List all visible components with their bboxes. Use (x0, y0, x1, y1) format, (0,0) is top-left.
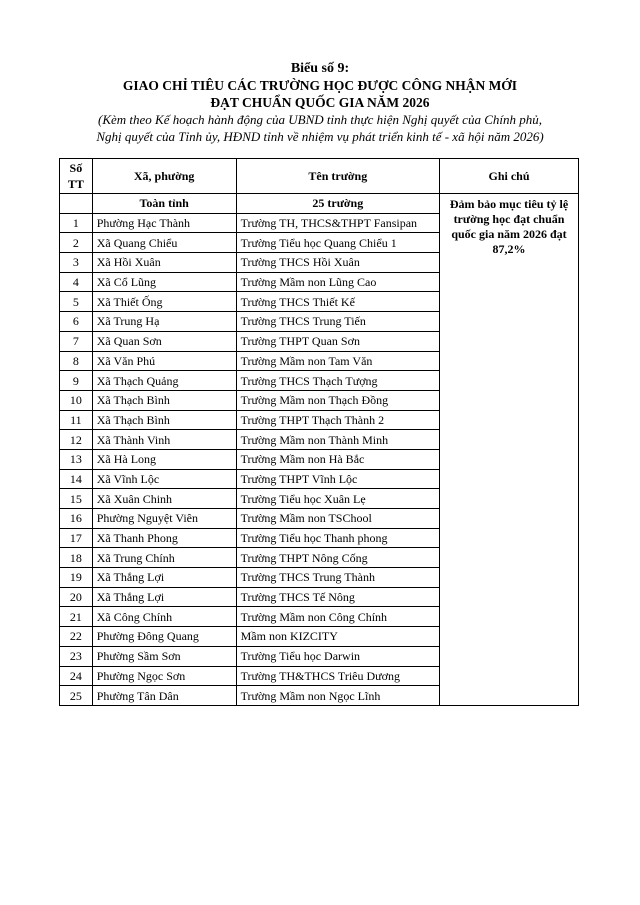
row-school: Trường THPT Nông Cống (236, 548, 439, 568)
row-school: Trường TH, THCS&THPT Fansipan (236, 213, 439, 233)
row-school: Trường Mầm non Thạch Đồng (236, 390, 439, 410)
row-school: Mầm non KIZCITY (236, 627, 439, 647)
col-header-stt: Số TT (60, 159, 93, 194)
row-commune: Xã Văn Phú (92, 351, 236, 371)
table-header-row (60, 159, 579, 194)
row-stt: 23 (60, 646, 93, 666)
row-commune: Phường Ngọc Sơn (92, 666, 236, 686)
document-subtitle-line2: Nghị quyết của Tỉnh ủy, HĐND tỉnh về nhiệm vụ phát triển kinh tế - xã hội năm 2026) (96, 129, 544, 144)
row-commune: Phường Nguyệt Viên (92, 509, 236, 529)
row-school: Trường Tiểu học Darwin (236, 646, 439, 666)
row-school: Trường Mầm non Lũng Cao (236, 272, 439, 292)
row-stt: 3 (60, 253, 93, 273)
total-row (60, 194, 579, 214)
row-commune: Phường Đông Quang (92, 627, 236, 647)
total-label: Toàn tỉnh (92, 194, 236, 214)
row-commune: Xã Thành Vinh (92, 430, 236, 450)
row-commune: Xã Hồi Xuân (92, 253, 236, 273)
row-stt: 19 (60, 568, 93, 588)
row-school: Trường Tiểu học Quang Chiểu 1 (236, 233, 439, 253)
row-school: Trường THCS Tế Nông (236, 587, 439, 607)
row-commune: Xã Thạch Bình (92, 390, 236, 410)
row-commune: Phường Tân Dân (92, 686, 236, 706)
row-stt: 10 (60, 390, 93, 410)
col-header-note: Ghi chú (440, 159, 579, 194)
row-stt: 20 (60, 587, 93, 607)
table-body (60, 194, 579, 706)
row-school: Trường TH&THCS Triêu Dương (236, 666, 439, 686)
document-subtitle: (Kèm theo Kế hoạch hành động của UBND tỉnh thực hiện Nghị quyết của Chính phủ, (98, 112, 542, 127)
row-stt: 11 (60, 410, 93, 430)
row-school: Trường THCS Trung Tiến (236, 312, 439, 332)
row-commune: Xã Quang Chiểu (92, 233, 236, 253)
row-stt: 18 (60, 548, 93, 568)
col-header-school: Tên trường (236, 159, 439, 194)
row-stt: 21 (60, 607, 93, 627)
row-stt: 8 (60, 351, 93, 371)
row-stt: 6 (60, 312, 93, 332)
row-commune: Xã Thạch Quảng (92, 371, 236, 391)
row-commune: Xã Thắng Lợi (92, 568, 236, 588)
row-school: Trường THPT Thạch Thành 2 (236, 410, 439, 430)
row-commune: Xã Trung Chính (92, 548, 236, 568)
row-commune: Xã Xuân Chinh (92, 489, 236, 509)
row-school: Trường THPT Vĩnh Lộc (236, 469, 439, 489)
row-school: Trường Tiểu học Thanh phong (236, 528, 439, 548)
row-school: Trường THPT Quan Sơn (236, 331, 439, 351)
row-school: Trường THCS Hồi Xuân (236, 253, 439, 273)
row-stt: 7 (60, 331, 93, 351)
row-stt: 14 (60, 469, 93, 489)
row-stt: 17 (60, 528, 93, 548)
row-school: Trường Mầm non Công Chính (236, 607, 439, 627)
row-commune: Xã Hà Long (92, 449, 236, 469)
row-school: Trường Tiểu học Xuân Lẹ (236, 489, 439, 509)
document-title: GIAO CHỈ TIÊU CÁC TRƯỜNG HỌC ĐƯỢC CÔNG NHẬN MỚI (122, 78, 518, 93)
row-stt: 4 (60, 272, 93, 292)
row-stt: 1 (60, 213, 93, 233)
row-stt: 24 (60, 666, 93, 686)
row-stt: 22 (60, 627, 93, 647)
row-school: Trường THCS Thiết Kế (236, 292, 439, 312)
row-stt: 9 (60, 371, 93, 391)
row-school: Trường Mầm non Tam Văn (236, 351, 439, 371)
row-commune: Phường Sầm Sơn (92, 646, 236, 666)
row-commune: Xã Quan Sơn (92, 331, 236, 351)
row-commune: Xã Thắng Lợi (92, 587, 236, 607)
total-stt (60, 194, 93, 214)
document-title-line2: ĐẠT CHUẨN QUỐC GIA NĂM 2026 (210, 95, 430, 110)
row-stt: 25 (60, 686, 93, 706)
row-school: Trường Mầm non Ngọc Lĩnh (236, 686, 439, 706)
row-school: Trường THCS Thạch Tượng (236, 371, 439, 391)
row-stt: 2 (60, 233, 93, 253)
row-commune: Phường Hạc Thành (92, 213, 236, 233)
total-count: 25 trường (236, 194, 439, 214)
row-stt: 13 (60, 449, 93, 469)
row-commune: Xã Cổ Lũng (92, 272, 236, 292)
row-stt: 12 (60, 430, 93, 450)
document-heading (40, 60, 600, 145)
schools-table (59, 158, 579, 706)
row-commune: Xã Thanh Phong (92, 528, 236, 548)
col-header-commune: Xã, phường (92, 159, 236, 194)
row-commune: Xã Thạch Bình (92, 410, 236, 430)
row-stt: 5 (60, 292, 93, 312)
note-cell: Đảm bảo mục tiêu tỷ lệ trường học đạt chuẩn quốc gia năm 2026 đạt 87,2% (440, 194, 579, 706)
row-commune: Xã Công Chính (92, 607, 236, 627)
row-commune: Xã Thiết Ống (92, 292, 236, 312)
row-stt: 16 (60, 509, 93, 529)
row-school: Trường Mầm non TSChool (236, 509, 439, 529)
row-commune: Xã Vĩnh Lộc (92, 469, 236, 489)
row-school: Trường Mầm non Hà Bắc (236, 449, 439, 469)
row-stt: 15 (60, 489, 93, 509)
row-school: Trường THCS Trung Thành (236, 568, 439, 588)
row-school: Trường Mầm non Thành Minh (236, 430, 439, 450)
form-number: Biểu số 9: (290, 61, 350, 76)
row-commune: Xã Trung Hạ (92, 312, 236, 332)
